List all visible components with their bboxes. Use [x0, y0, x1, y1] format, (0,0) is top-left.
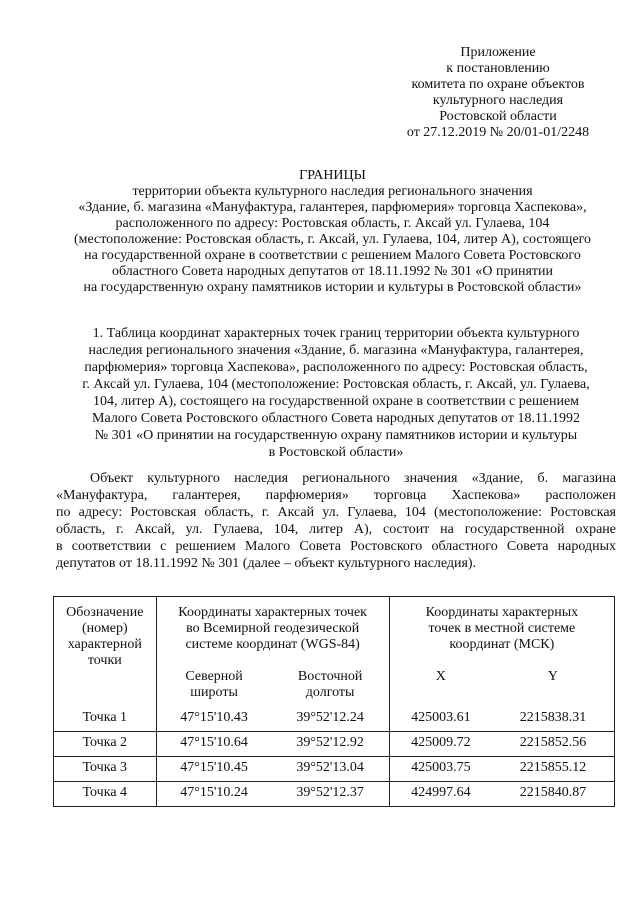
header-msk: Координаты характерных точек в местной системе координат (МСК) [389, 597, 614, 670]
table-row [54, 707, 615, 732]
section-line: № 301 «О принятии на государственную охрану памятников истории и культуры [94, 428, 578, 443]
approval-block [380, 45, 616, 141]
subheader-east: Восточной долготы [272, 669, 390, 707]
cell-north: 47°15'10.43 [180, 710, 248, 725]
title-line: «Здание, б. магазина «Мануфактура, галантерея, парфюмерия» торговца Хаспекова», [78, 200, 587, 215]
description-line: в соответствии с решением Малого Совета Ростовского областного Совета народных [56, 539, 616, 554]
header-wgs: Координаты характерных точек во Всемирной геодезической системе координат (WGS-84) [156, 597, 389, 670]
cell-east: 39°52'12.37 [272, 782, 390, 807]
cell-east: 39°52'13.04 [272, 757, 390, 782]
title-line: на государственной охране в соответствии с решением Малого Совета Ростовского [84, 248, 581, 263]
cell-north: 47°15'10.45 [156, 757, 271, 782]
table-row [54, 757, 615, 782]
section-line: 104, литер А), состоящего на государственной охране в соответствии с решением [92, 394, 580, 409]
title-line: областного Совета народных депутатов от 18.11.1992 № 301 «О принятии [111, 264, 553, 279]
section-line: в Ростовской области» [268, 445, 404, 460]
section-line: 1. Таблица координат характерных точек границ территории объекта культурного [92, 326, 580, 341]
cell-x: 425009.72 [389, 732, 492, 757]
description-line: по адресу: Ростовская область, г. Аксай ул. Гулаева, 104 (местоположение: Ростовская [56, 505, 616, 520]
description-line: «Мануфактура, галантерея, парфюмерия» торговца Хаспекова» расположен [56, 488, 616, 503]
cell-y: 2215838.31 [492, 707, 615, 732]
description-line: депутатов от 18.11.1992 № 301 (далее – объект культурного наследия). [56, 556, 477, 571]
approval-line: от 27.12.2019 № 20/01-01/2248 [406, 125, 590, 140]
approval-line: культурного наследия [432, 93, 564, 108]
cell-point: Точка 2 [54, 732, 157, 757]
subheader-north: Северной широты [185, 669, 243, 700]
header-point: Обозначение (номер) характерной точки [54, 597, 157, 708]
title-heading: ГРАНИЦЫ [299, 168, 366, 183]
approval-line: Ростовской области [439, 109, 557, 124]
table-row [54, 782, 615, 807]
cell-north: 47°15'10.64 [156, 732, 271, 757]
table-header-row [54, 597, 615, 670]
description-line: область, г. Аксай, ул. Гулаева, 104, литер А), состоит на государственной охране [56, 522, 616, 537]
cell-point: Точка 4 [54, 782, 157, 807]
section-1-heading [56, 325, 616, 461]
approval-line: к постановлению [446, 61, 550, 76]
subheader-x: X [435, 669, 446, 684]
title-line: (местоположение: Ростовская область, г. Аксай, ул. Гулаева, 104, литер А), состоящего [73, 232, 592, 247]
cell-north: 47°15'10.24 [156, 782, 271, 807]
cell-x: 424997.64 [389, 782, 492, 807]
cell-x: 425003.75 [389, 757, 492, 782]
cell-y: 2215855.12 [492, 757, 615, 782]
approval-line: комитета по охране объектов [411, 77, 585, 92]
section-line: наследия регионального значения «Здание, б. магазина «Мануфактура, галантерея, [88, 343, 584, 358]
title-line: расположенного по адресу: Ростовская область, г. Аксай ул. Гулаева, 104 [115, 216, 550, 231]
section-line: г. Аксай ул. Гулаева, 104 (местоположение: Ростовская область, г. Аксай, ул. Гулаева, [82, 377, 590, 392]
cell-point: Точка 1 [54, 707, 157, 732]
cell-east: 39°52'12.92 [272, 732, 390, 757]
approval-line: Приложение [460, 45, 536, 60]
cell-x: 425003.61 [411, 710, 471, 725]
subheader-y: Y [492, 669, 615, 707]
cell-east: 39°52'12.24 [272, 707, 390, 732]
document-title [40, 168, 625, 296]
section-line: Малого Совета Ростовского областного Совета народных депутатов от 18.11.1992 [92, 411, 580, 426]
cell-y: 2215840.87 [492, 782, 615, 807]
title-line: на государственную охрану памятников истории и культуры в Ростовской области» [83, 280, 582, 295]
section-line: парфюмерия» торговца Хаспекова», расположенного по адресу: Ростовская область, [84, 360, 588, 375]
cell-point: Точка 3 [54, 757, 157, 782]
description-line: Объект культурного наследия регионального значения «Здание, б. магазина [90, 471, 616, 486]
object-description [56, 470, 616, 572]
title-line: территории объекта культурного наследия регионального значения [132, 184, 533, 199]
cell-y: 2215852.56 [492, 732, 615, 757]
table-row [54, 732, 615, 757]
coordinates-table [53, 596, 615, 807]
